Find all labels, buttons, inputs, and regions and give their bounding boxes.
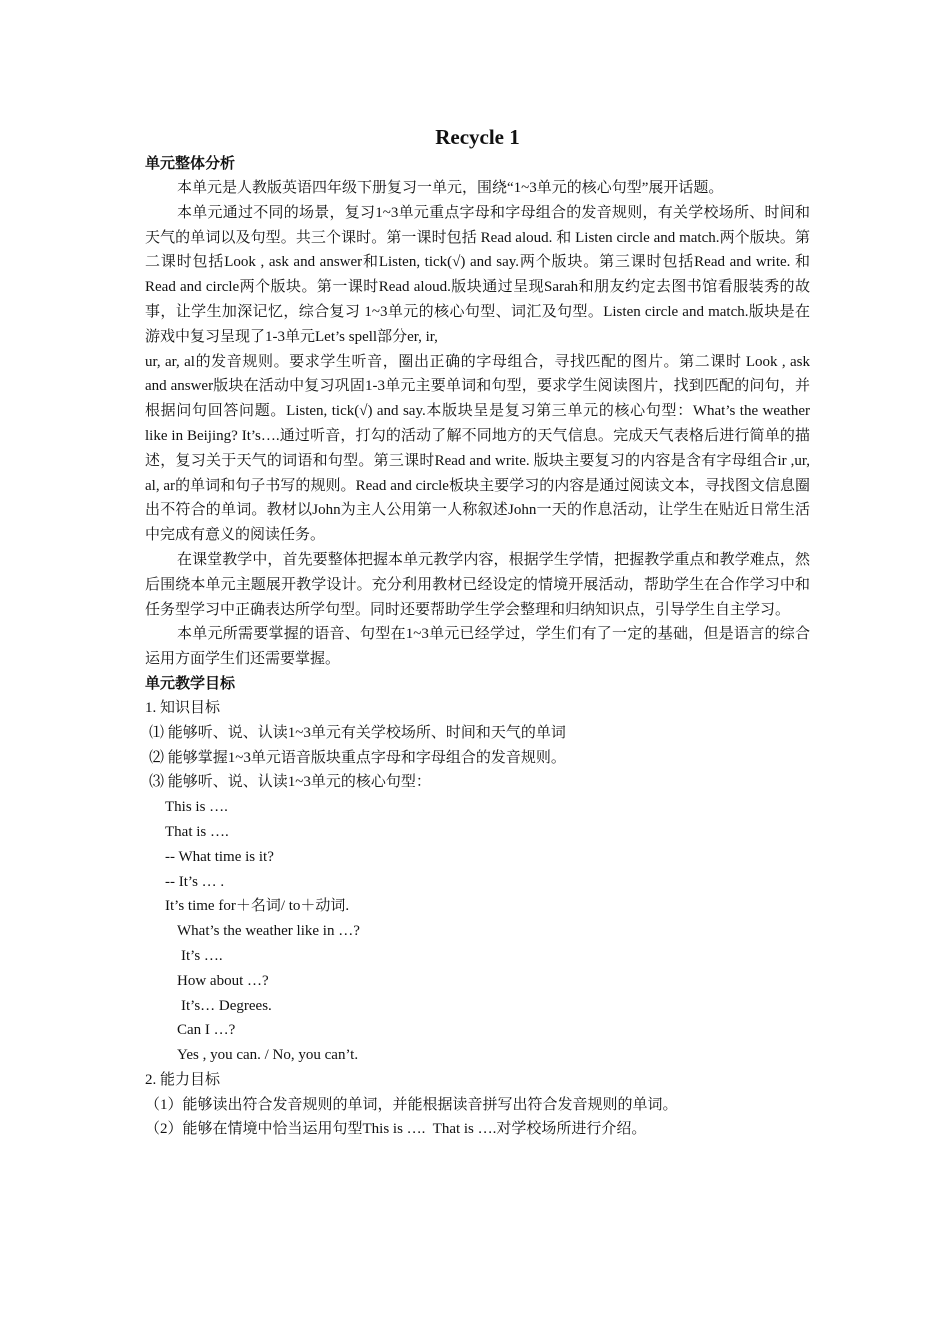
sentence-pattern: It’s …. xyxy=(181,947,223,964)
sentence-pattern: It’s… Degrees. xyxy=(181,997,272,1014)
knowledge-goal-item: ⑶ 能够听、说、认读1~3单元的核心句型： xyxy=(149,774,431,791)
sentence-pattern: This is …. xyxy=(165,799,228,816)
sentence-pattern: What’s the weather like in …? xyxy=(177,923,360,940)
sentence-pattern: That is …. xyxy=(165,823,229,840)
sentence-pattern: Yes , you can. / No, you can’t. xyxy=(177,1047,359,1064)
document-title: Recycle 1 xyxy=(435,125,520,149)
paragraph-intro: 本单元是人教版英语四年级下册复习一单元，围绕“1~3单元的核心句型”展开话题。 xyxy=(177,180,724,196)
sentence-pattern: -- What time is it? xyxy=(165,848,274,865)
paragraph-overview: 本单元通过不同的场景，复习1~3单元重点字母和字母组合的发音规则，有关学校场所、时间和天气的单词以及句型。共三个课时。第一课时包括 Read aloud. 和 Listen circle and match.两个版块。第二课时包括Look , ask and answer和Listen, tick(√) and say.两个版块。第三课时包括Read and write. 和 Read and circle两个版块。第一课时Read aloud.版块通过呈现Sarah和朋友约定去图书馆看服装秀的故事，让学生加深记忆，综合复习 1~3单元的核心句型、词汇及句型。Listen circle and match.版块是在游戏中复习呈现了1-3单元Let’s spell部分er, ir, xyxy=(145,204,810,345)
sentence-pattern: Can I …? xyxy=(177,1022,236,1039)
knowledge-goal-item: ⑵ 能够掌握1~3单元语音版块重点字母和字母组合的发音规则。 xyxy=(149,749,566,766)
sentence-pattern: How about …? xyxy=(177,972,269,989)
section-heading-unit-analysis: 单元整体分析 xyxy=(145,156,236,172)
ability-goal-title: 2. 能力目标 xyxy=(145,1071,221,1088)
document-page xyxy=(145,122,810,1142)
paragraph-overview-continued: ur, ar, al的发音规则。要求学生听音，圈出正确的字母组合，寻找匹配的图片。第二课时 Look , ask and answer版块在活动中复习巩固1-3单元主要单词和句型，要求学生阅读图片，找到匹配的问句，并根据问句回答问题。Listen, tick(√) and say.本版块呈是复习第三单元的核心句型：What’s the weather like in Beijing? It’s….通过听音，打勾的活动了解不同地方的天气信息。完成天气表格后进行简单的描述，复习关于天气的词语和句型。第三课时Read and write. 版块主要复习的内容是含有字母组合ir ,ur, al, ar的单词和句子书写的规则。Read and circle板块主要学习的内容是通过阅读文本，寻找图文信息圈出不符合的单词。教材以John为主人公用第一人称叙述John一天的作息活动，让学生在贴近日常生活中完成有意义的阅读任务。 xyxy=(145,353,810,544)
sentence-pattern: It’s time for＋名词/ to＋动词. xyxy=(165,898,350,915)
knowledge-goal-item: ⑴ 能够听、说、认读1~3单元有关学校场所、时间和天气的单词 xyxy=(149,724,566,741)
paragraph-teaching-approach: 在课堂教学中，首先要整体把握本单元教学内容，根据学生学情，把握教学重点和教学难点，然后围绕本单元主题展开教学设计。充分利用教材已经设定的情境开展活动，帮助学生在合作学习中和任务型学习中正确表达所学句型。同时还要帮助学生学会整理和归纳知识点，引导学生自主学习。 xyxy=(145,551,810,618)
sentence-pattern: -- It’s … . xyxy=(165,873,225,890)
knowledge-goal-title: 1. 知识目标 xyxy=(145,699,221,716)
paragraph-student-basis: 本单元所需要掌握的语音、句型在1~3单元已经学过，学生们有了一定的基础，但是语言的综合运用方面学生们还需要掌握。 xyxy=(145,626,810,668)
section-heading-teaching-goals: 单元教学目标 xyxy=(145,675,236,692)
ability-goal-item: （1）能够读出符合发音规则的单词，并能根据读音拼写出符合发音规则的单词。 xyxy=(145,1096,678,1113)
ability-goal-item: （2）能够在情境中恰当运用句型This is …. That is ….对学校场所进行介绍。 xyxy=(145,1121,647,1138)
